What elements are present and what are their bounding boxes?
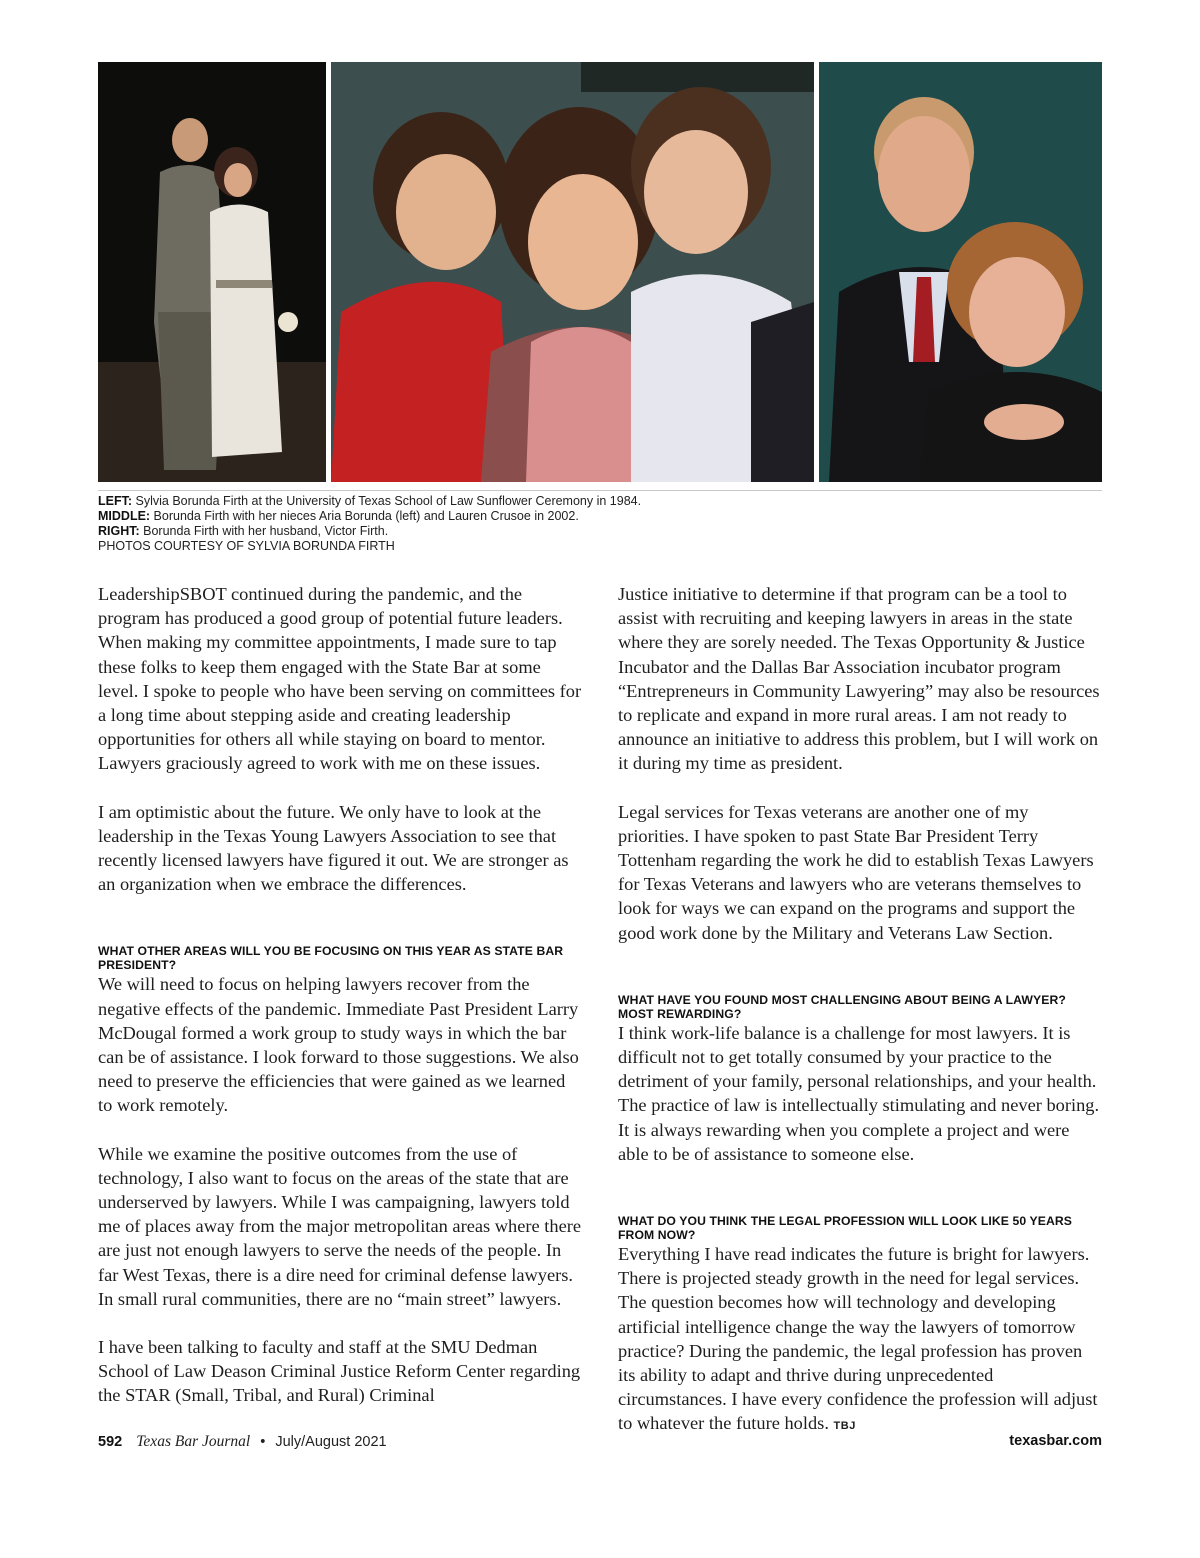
article-column-right — [618, 582, 1104, 1439]
photo-credit: PHOTOS COURTESY OF SYLVIA BORUNDA FIRTH — [98, 539, 395, 553]
paragraph: I think work-life balance is a challenge for most lawyers. It is difficult not to get totally consumed by your practice to the detriment of your family, personal relationships, and your health. The practice of law is intellectually stimulating and never boring. It is always rewarding when you complete a project and were able to be of assistance to someone else. — [618, 1022, 1100, 1164]
question-heading: WHAT HAVE YOU FOUND MOST CHALLENGING ABOUT BEING A LAWYER? MOST REWARDING? — [618, 992, 1066, 1021]
paragraph: Legal services for Texas veterans are another one of my priorities. I have spoken to past State Bar President Terry Tottenham regarding the work he did to establish Texas Lawyers for Texas Veterans and lawyers who are veterans themselves to look for ways we can expand on the programs and support the good work done by the Military and Veterans Law Section. — [618, 801, 1094, 943]
photo-middle-nieces — [331, 62, 814, 482]
question-heading: WHAT OTHER AREAS WILL YOU BE FOCUSING ON THIS YEAR AS STATE BAR PRESIDENT? — [98, 944, 564, 973]
caption-left: LEFT: Sylvia Borunda Firth at the University of Texas School of Law Sunflower Ceremony in 1984. — [98, 494, 642, 508]
footer-bullet: • — [260, 1434, 266, 1450]
paragraph: I have been talking to faculty and staff at the SMU Dedman School of Law Deason Criminal Justice Reform Center regarding the STAR (Small, Tribal, and Rural) Criminal — [98, 1337, 581, 1406]
paragraph: We will need to focus on helping lawyers recover from the negative effects of the pandemic. Immediate Past President Larry McDougal formed a work group to study ways in which the bar can be of assistance. I look forward to those suggestions. We also need to preserve the efficiencies that were gained as we learned to work remotely. — [98, 974, 579, 1116]
photo-left-sunflower-ceremony — [98, 62, 326, 482]
caption-divider — [98, 490, 1102, 491]
caption-middle: MIDDLE: Borunda Firth with her nieces Aria Borunda (left) and Lauren Crusoe in 2002. — [98, 509, 579, 523]
article-column-left — [98, 582, 584, 1408]
tbj-end-mark: TBJ — [833, 1420, 856, 1433]
paragraph: I am optimistic about the future. We only have to look at the leadership in the Texas Young Lawyers Association to see that recently licensed lawyers have figured it out. We are stronger as an organization when we embrace the differences. — [98, 801, 569, 895]
journal-title: Texas Bar Journal — [136, 1433, 251, 1450]
photo-right-husband — [819, 62, 1102, 482]
caption-right: RIGHT: Borunda Firth with her husband, Victor Firth. — [98, 524, 389, 538]
page-footer — [98, 1433, 1102, 1453]
paragraph: LeadershipSBOT continued during the pandemic, and the program has produced a good group of potential future leaders. When making my committee appointments, I made sure to tap these folks to keep them engaged with the State Bar at some level. I spoke to people who have been serving on committees for a long time about stepping aside and creating leadership opportunities for others all while staying on board to mentor. Lawyers graciously agreed to work with me on these issues. — [98, 584, 582, 774]
page-number: 592 — [98, 1434, 123, 1450]
photo-caption — [98, 494, 798, 554]
paragraph: While we examine the positive outcomes from the use of technology, I also want to focus on the areas of the state that are underserved by lawyers. While I was campaigning, lawyers told me of places away from the major metropolitan areas where there are just not enough lawyers to serve the needs of the people. In far West Texas, there is a dire need for criminal defense lawyers. In small rural communities, there are no “main street” lawyers. — [98, 1143, 582, 1309]
paragraph-final: Everything I have read indicates the future is bright for lawyers. There is projected steady growth in the need for legal services. The question becomes how will technology and developing artificial intelligence change the way the lawyers of tomorrow practice? During the pandemic, the legal profession has proven its ability to adapt and thrive during unprecedented circumstances. I have every confidence the profession will adjust to whatever the future holds. TBJ — [618, 1244, 1098, 1434]
question-heading: WHAT DO YOU THINK THE LEGAL PROFESSION WILL LOOK LIKE 50 YEARS FROM NOW? — [618, 1214, 1073, 1243]
photo-strip — [98, 62, 1102, 482]
issue-date: July/August 2021 — [275, 1434, 387, 1450]
website-link[interactable]: texasbar.com — [1009, 1433, 1102, 1449]
paragraph: Justice initiative to determine if that program can be a tool to assist with recruiting and keeping lawyers in areas in the state where they are sorely needed. The Texas Opportunity & Justice Incubator and the Dallas Bar Association incubator program “Entrepreneurs in Community Lawyering” may also be resources to replicate and expand in more rural areas. I am not ready to announce an initiative to address this problem, but I will work on it during my time as president. — [618, 584, 1100, 774]
